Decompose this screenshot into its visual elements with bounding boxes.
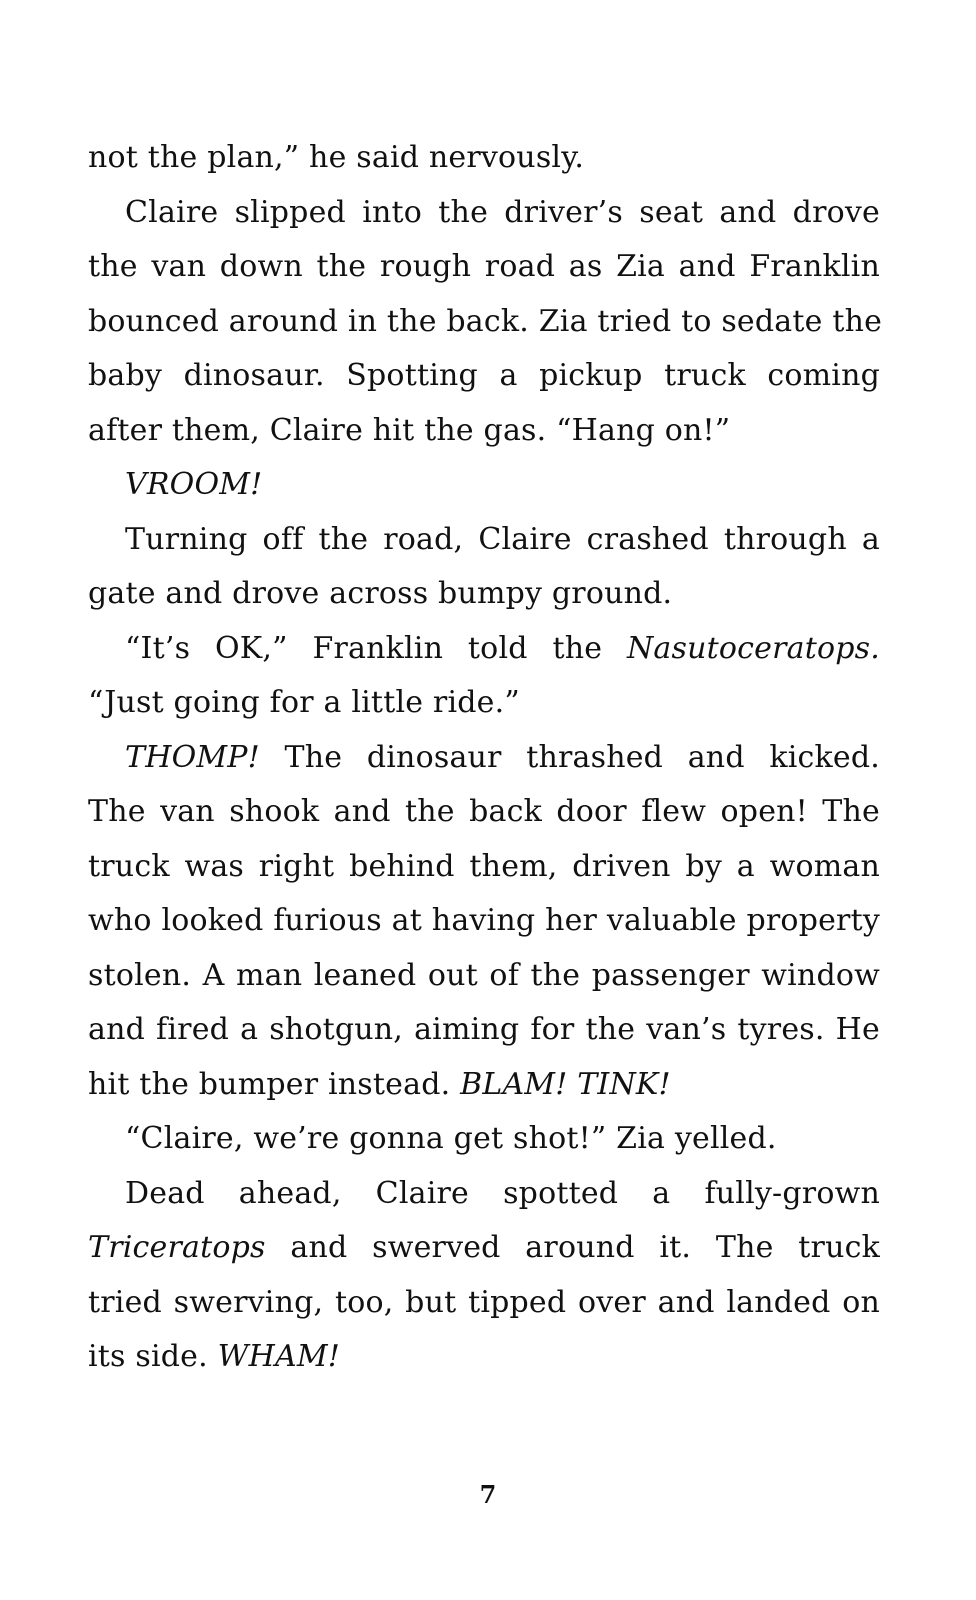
text-line [88, 567, 880, 622]
text-segment: tried swerving, too, but tipped over and landed on [88, 1284, 880, 1320]
text-segment: and fired a shotgun, aiming for the van’s tyres. He [88, 1012, 880, 1047]
text-line [88, 240, 880, 295]
text-segment: after them, Claire hit the gas. “Hang on!” [88, 412, 731, 448]
italic-text: VROOM! [125, 467, 263, 502]
text-line [88, 349, 880, 404]
text-segment: the van down the rough road as Zia and Franklin [88, 249, 880, 284]
text-segment: “Claire, we’re gonna get shot!” Zia yelled. [125, 1121, 777, 1156]
text-segment: its side. [88, 1339, 218, 1374]
text-line [88, 513, 880, 568]
text-line [88, 404, 880, 459]
text-segment: “It’s OK,” Franklin told the [125, 630, 627, 666]
text-line [88, 1167, 880, 1222]
text-line [88, 785, 880, 840]
text-segment: Claire slipped into the driver’s seat and drove [125, 194, 880, 230]
text-line [88, 622, 880, 677]
text-segment: hit the bumper instead. [88, 1066, 461, 1102]
text-line [88, 731, 880, 786]
text-line [88, 186, 880, 241]
text-line [88, 131, 880, 186]
italic-text: Triceratops [88, 1230, 266, 1265]
text-line [88, 1276, 880, 1331]
text-line [88, 894, 880, 949]
text-segment: Turning off the road, Claire crashed through a [125, 521, 880, 557]
text-line [88, 295, 883, 350]
italic-text: THOMP! [125, 739, 260, 775]
text-segment: The van shook and the back door flew open! The [88, 794, 880, 829]
page-number: 7 [479, 1480, 497, 1509]
text-segment: stolen. A man leaned out of the passenger window [88, 957, 880, 993]
text-segment: bounced around in the back. Zia tried to sedate the [88, 303, 883, 339]
text-segment: The dinosaur thrashed and kicked. [259, 739, 880, 775]
text-segment: Dead ahead, Claire spotted a fully-grown [125, 1175, 880, 1211]
text-segment: not the plan,” he said nervously. [88, 140, 585, 175]
text-line [88, 840, 880, 895]
text-segment: truck was right behind them, driven by a woman [88, 848, 880, 884]
text-line [88, 949, 880, 1004]
text-segment: who looked furious at having her valuable property [88, 903, 880, 938]
text-line [88, 458, 880, 513]
text-segment: gate and drove across bumpy ground. [88, 576, 673, 611]
text-segment: and swerved around it. The truck [265, 1230, 880, 1265]
text-line [88, 1058, 880, 1113]
text-line [88, 1330, 880, 1385]
body-text [88, 131, 883, 1385]
italic-text: Nasutoceratops. [626, 630, 880, 666]
italic-text: WHAM! [217, 1339, 341, 1374]
text-segment: “Just going for a little ride.” [88, 685, 520, 720]
text-segment: baby dinosaur. Spotting a pickup truck coming [88, 358, 880, 393]
text-line [88, 676, 880, 731]
text-line [88, 1112, 880, 1167]
text-line [88, 1003, 880, 1058]
text-line [88, 1221, 880, 1276]
italic-text: BLAM! TINK! [460, 1066, 671, 1102]
